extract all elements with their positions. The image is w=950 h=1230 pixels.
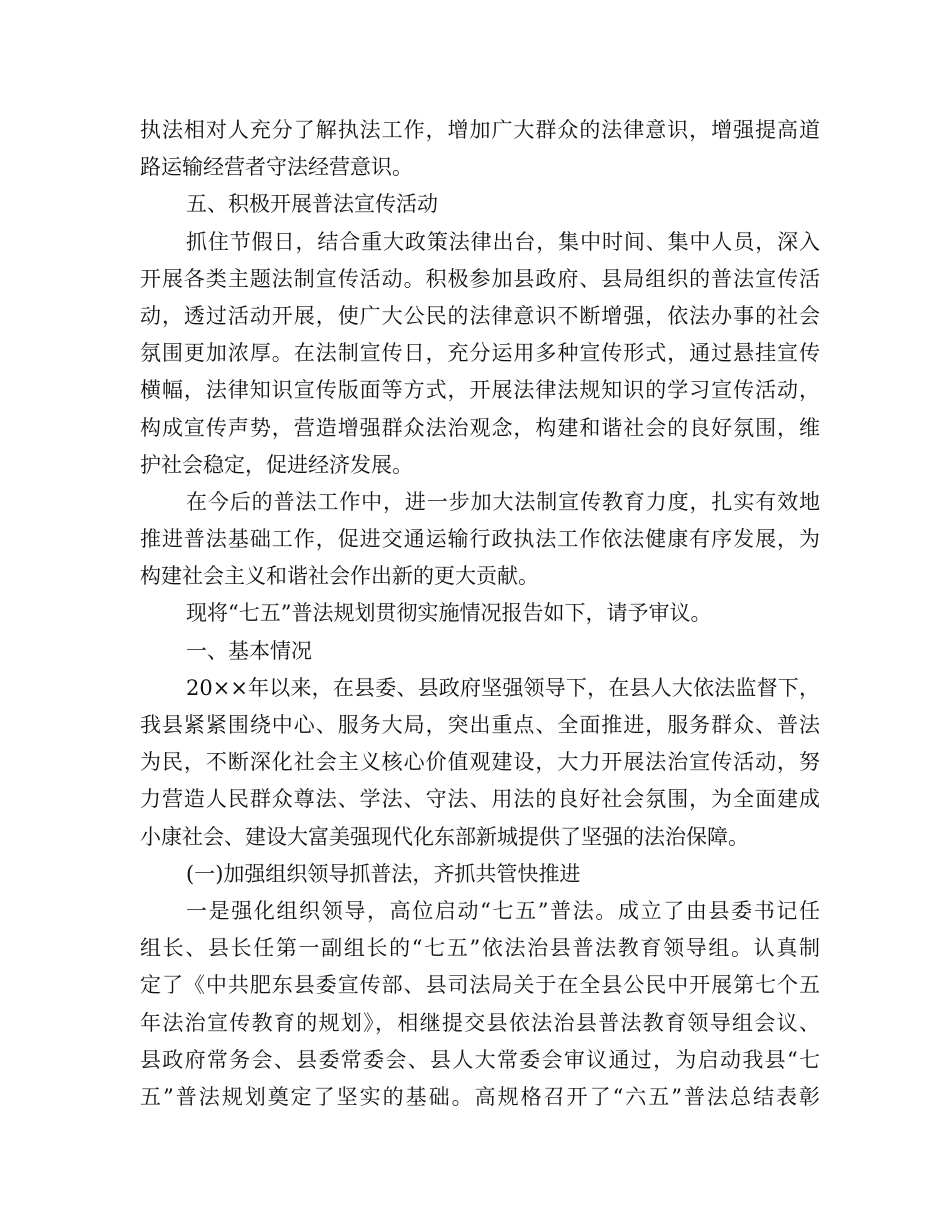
text-line: 构建社会主义和谐社会作出新的更大贡献。 <box>140 564 539 589</box>
text-line: 年法治宣传教育的规划》，相继提交县依法治县普法教育领导组会议、 <box>140 1010 820 1035</box>
text-line: 动，透过活动开展，使广大公民的法律意识不断增强，依法办事的社会 <box>140 303 820 328</box>
text-line: 县政府常务会、县委常委会、县人大常委会审议通过，为启动我县“七 <box>140 1047 820 1072</box>
text-line: 我县紧紧围绕中心、服务大局，突出重点、全面推进，服务群众、普法 <box>140 713 820 737</box>
text-line: 五、积极开展普法宣传活动 <box>186 192 438 217</box>
text-line: 在今后的普法工作中，进一步加大法制宣传教育力度，扎实有效地 <box>186 489 820 514</box>
text-line: 开展各类主题法制宣传活动。积极参加县政府、县局组织的普法宣传活 <box>140 266 820 291</box>
text-line: 力营造人民群众尊法、学法、守法、用法的良好社会氛围，为全面建成 <box>140 787 820 812</box>
text-line: 护社会稳定，促进经济发展。 <box>140 452 413 477</box>
text-line: 为民，不断深化社会主义核心价值观建设，大力开展法治宣传活动，努 <box>140 750 820 775</box>
text-line: 五”普法规划奠定了坚实的基础。高规格召开了“六五”普法总结表彰 <box>140 1084 820 1109</box>
text-line: 氛围更加浓厚。在法制宣传日，充分运用多种宣传形式，通过悬挂宣传 <box>140 341 820 366</box>
text-line: 横幅，法律知识宣传版面等方式，开展法律法规知识的学习宣传活动， <box>140 378 820 403</box>
text-line: 路运输经营者守法经营意识。 <box>140 155 413 180</box>
text-line: 推进普法基础工作，促进交通运输行政执法工作依法健康有序发展，为 <box>140 527 820 552</box>
text-line: (一)加强组织领导抓普法，齐抓共管快推进 <box>186 861 581 886</box>
text-line: 执法相对人充分了解执法工作，增加广大群众的法律意识，增强提高道 <box>140 118 820 142</box>
text-line: 一是强化组织领导，高位启动“七五”普法。成立了由县委书记任 <box>186 898 820 923</box>
text-line: 定了《中共肥东县委宣传部、县司法局关于在全县公民中开展第七个五 <box>140 973 820 998</box>
text-line: 抓住节假日，结合重大政策法律出台，集中时间、集中人员，深入 <box>186 229 820 254</box>
text-line: 现将“七五”普法规划贯彻实施情况报告如下，请予审议。 <box>186 601 712 626</box>
document-body <box>140 112 820 1116</box>
text-line: 构成宣传声势，营造增强群众法治观念，构建和谐社会的良好氛围，维 <box>140 415 820 440</box>
text-line: 组长、县长任第一副组长的“七五”依法治县普法教育领导组。认真制 <box>140 936 820 961</box>
text-line: 20××年以来，在县委、县政府坚强领导下，在县人大依法监督下， <box>186 675 820 700</box>
text-line: 小康社会、建设大富美强现代化东部新城提供了坚强的法治保障。 <box>140 824 749 849</box>
text-line: 一、基本情况 <box>186 638 312 663</box>
